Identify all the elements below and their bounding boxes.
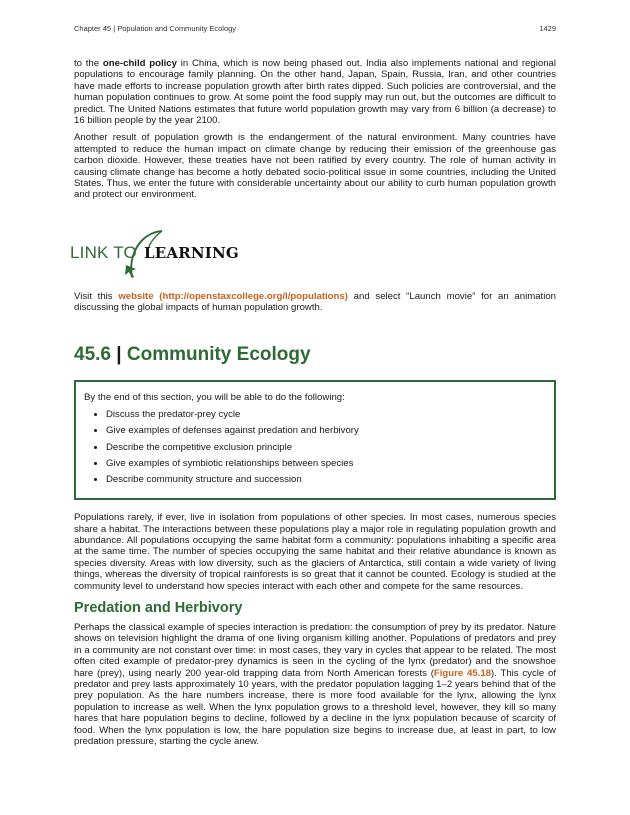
list-item: • Describe the competitive exclusion principle bbox=[106, 442, 546, 453]
page-number: 1429 bbox=[539, 24, 556, 33]
paragraph-link-to-learning bbox=[74, 291, 556, 314]
learning-objectives-box bbox=[74, 380, 556, 500]
paragraph-population-policy bbox=[74, 58, 556, 126]
logo-link-text: LINK TO bbox=[70, 242, 137, 262]
section-separator: | bbox=[116, 343, 122, 365]
text-run: to the bbox=[74, 58, 103, 69]
text-run: ). This cycle of predator and prey lasts approximately 10 years, with the predator population lagging 1–2 years behind that of the prey population. As the hare numbers increase, there is more food available for the lynx, allowing the lynx population to increase as well. When the lynx population grows to a threshold level, however, they kill so many hares that hare population begins to decline, followed by a decline in the lynx population because of scarcity of food. When the lynx population is low, the hare population size begins to increase due, at least in part, to low predation pressure, starting the cycle anew. bbox=[74, 667, 557, 748]
bold-term: one-child policy bbox=[102, 58, 177, 69]
list-item: • Give examples of defenses against predation and herbivory bbox=[106, 425, 546, 436]
list-item: • Describe community structure and succession bbox=[106, 474, 546, 485]
paragraph-environment: Another result of population growth is the endangerment of the natural environment. Many countries have attempted to reduce the human impact on climate change by reducing their emission of the greenhouse gas carbon dioxide. However, these treaties have not been ratified by every country. The role of human activity in causing climate change has become a hotly debated socio-political issue in some countries, including the United States. Thus, we enter the future with considerable uncertainty about our ability to curb human population growth and protect our environment. bbox=[74, 132, 556, 201]
chapter-title: Chapter 45 | Population and Community Ecology bbox=[74, 24, 237, 33]
link-to-learning-logo bbox=[70, 225, 270, 281]
running-header bbox=[74, 24, 556, 33]
objectives-list bbox=[84, 409, 546, 485]
logo-learning-text: LEARNING bbox=[144, 243, 239, 262]
list-item: • Give examples of symbiotic relationships between species bbox=[106, 458, 546, 469]
text-run: in China, which is now being phased out. India also implements national and regional populations to encourage family planning. On the other hand, Japan, Spain, Russia, Iran, and other countries have made efforts to increase population growth after birth rates dipped. Such policies are controversial, and the human population continues to grow. At some point the food supply may run out, but the outcomes are difficult to predict. The United Nations estimates that future world population growth may vary from 6 billion (a decrease) to 16 billion people by the year 2100. bbox=[74, 58, 556, 127]
objectives-intro: By the end of this section, you will be able to do the following: bbox=[84, 391, 345, 403]
paragraph-predation bbox=[74, 622, 556, 747]
section-title: Community Ecology bbox=[126, 343, 311, 365]
text-run: Visit this bbox=[74, 290, 119, 302]
subheading-predation: Predation and Herbivory bbox=[74, 599, 243, 616]
section-number: 45.6 bbox=[74, 343, 111, 365]
populations-website-link[interactable]: website (http://openstaxcollege.org/l/populations) bbox=[118, 290, 348, 302]
list-item: • Discuss the predator-prey cycle bbox=[106, 409, 546, 420]
text-run: and select “Launch movie” for an animation discussing the global impacts of human population growth. bbox=[74, 290, 557, 314]
main-content bbox=[70, 58, 557, 753]
text-run: Perhaps the classical example of species interaction is predation: the consumption of prey by its predator. Nature shows on television highlight the drama of one living organism killing another. Populations of predators and prey in a community are not constant over time: in most cases, they vary in cycles that appear to be related. The most often cited example of predator-prey dynamics is seen in the cycling of the lynx (predator) and the snowshoe hare (prey), using nearly 200 year-old trapping data from North American forests ( bbox=[74, 621, 556, 679]
paragraph-community: Populations rarely, if ever, live in isolation from populations of other species. In most cases, numerous species share a habitat. The interactions between these populations play a major role in regulating population growth and abundance. All populations occupying the same habitat form a community: populations inhabiting a specific area at the same time. The number of species occupying the same habitat and their relative abundance is known as species diversity. Areas with low diversity, such as the glaciers of Antarctica, still contain a wide variety of living things, whereas the diversity of tropical rainforests is so great that it cannot be counted. Ecology is studied at the community level to understand how species interact with each other and compete for the same resources. bbox=[74, 512, 556, 592]
section-heading bbox=[74, 344, 556, 366]
figure-45-18-link[interactable]: Figure 45.18 bbox=[433, 667, 492, 679]
